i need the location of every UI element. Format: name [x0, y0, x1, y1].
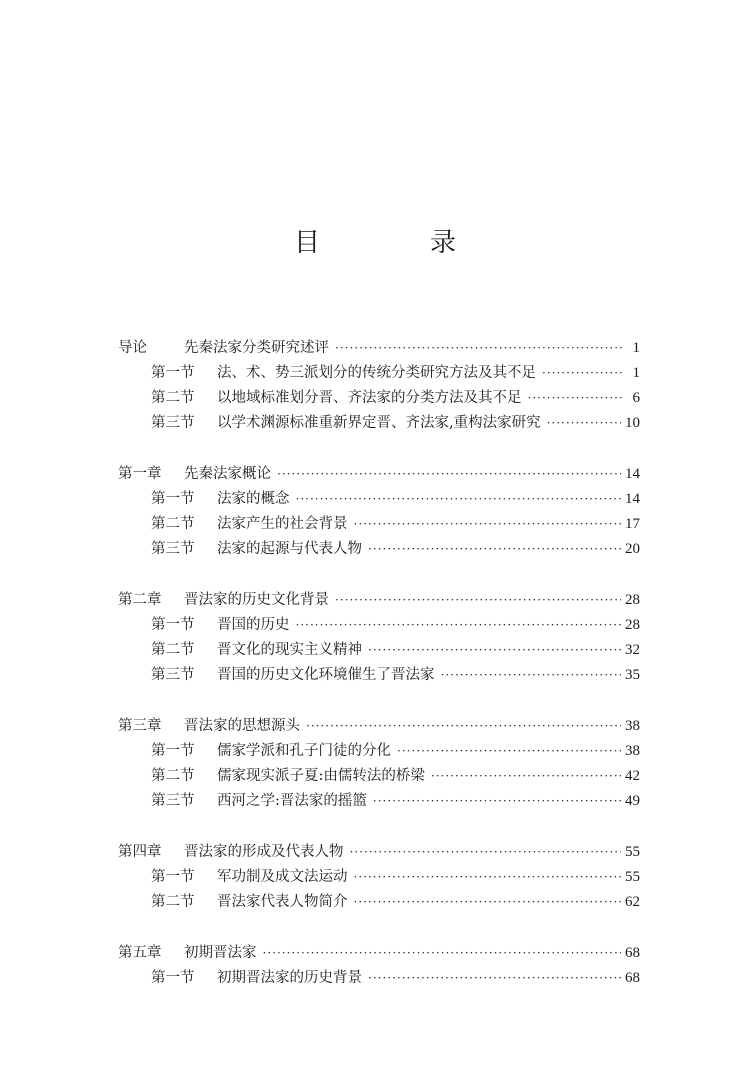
toc-section-entry[interactable] — [118, 487, 640, 512]
toc-chapter-entry[interactable] — [118, 588, 640, 613]
page-number: 55 — [625, 844, 640, 860]
section-title: 法家的概念 — [217, 491, 290, 507]
section-title: 晋国的历史 — [217, 617, 290, 633]
page-number: 38 — [625, 718, 640, 734]
chapter-title: 晋法家的历史文化背景 — [184, 592, 329, 608]
section-number: 第一节 — [151, 970, 195, 986]
page-number: 68 — [625, 970, 640, 986]
section-title: 初期晋法家的历史背景 — [217, 970, 362, 986]
dot-leader — [263, 941, 622, 966]
page-number: 28 — [625, 592, 640, 608]
toc-section-entry[interactable] — [118, 890, 640, 915]
toc-section-entry[interactable] — [118, 411, 640, 436]
dot-leader — [306, 714, 621, 739]
toc-section-entry[interactable] — [118, 739, 640, 764]
dot-leader — [441, 663, 622, 688]
section-title: 法家产生的社会背景 — [217, 516, 348, 532]
section-title: 军功制及成文法运动 — [217, 869, 348, 885]
dot-leader — [335, 336, 622, 361]
chapter-title: 先秦法家概论 — [184, 466, 271, 482]
toc-chapter-group — [118, 941, 640, 991]
toc-section-entry[interactable] — [118, 966, 640, 991]
section-number: 第二节 — [151, 894, 195, 910]
toc-chapter-group — [118, 462, 640, 562]
toc-section-entry[interactable] — [118, 789, 640, 814]
chapter-number: 导论 — [118, 340, 147, 356]
dot-leader — [547, 411, 621, 436]
toc-chapter-group — [118, 588, 640, 688]
page-number: 20 — [625, 541, 640, 557]
page-number: 28 — [625, 617, 640, 633]
section-number: 第三节 — [151, 793, 195, 809]
dot-leader — [296, 613, 622, 638]
section-title: 西河之学:晋法家的摇篮 — [217, 793, 367, 809]
section-number: 第二节 — [151, 390, 195, 406]
page-number: 35 — [625, 667, 640, 683]
page-number: 10 — [625, 415, 640, 431]
dot-leader — [368, 966, 621, 991]
toc-chapter-entry[interactable] — [118, 714, 640, 739]
page-number: 49 — [625, 793, 640, 809]
section-title: 晋国的历史文化环境催生了晋法家 — [217, 667, 435, 683]
toc-chapter-entry[interactable] — [118, 336, 640, 361]
toc-chapter-group — [118, 336, 640, 436]
page-number: 55 — [625, 869, 640, 885]
dot-leader — [368, 638, 621, 663]
chapter-number: 第五章 — [118, 945, 162, 961]
page-number: 17 — [625, 516, 640, 532]
chapter-title: 晋法家的思想源头 — [184, 718, 300, 734]
chapter-number: 第四章 — [118, 844, 162, 860]
page-number: 1 — [632, 365, 640, 381]
dot-leader — [528, 386, 623, 411]
dot-leader — [542, 361, 622, 386]
section-number: 第一节 — [151, 365, 195, 381]
section-title: 以地域标准划分晋、齐法家的分类方法及其不足 — [217, 390, 522, 406]
dot-leader — [354, 865, 622, 890]
toc-section-entry[interactable] — [118, 512, 640, 537]
section-number: 第一节 — [151, 743, 195, 759]
chapter-number: 第二章 — [118, 592, 162, 608]
section-number: 第一节 — [151, 869, 195, 885]
section-title: 儒家学派和孔子门徒的分化 — [217, 743, 391, 759]
toc-chapter-entry[interactable] — [118, 840, 640, 865]
toc-section-entry[interactable] — [118, 764, 640, 789]
page-number: 1 — [632, 340, 640, 356]
section-number: 第二节 — [151, 642, 195, 658]
section-title: 晋法家代表人物简介 — [217, 894, 348, 910]
section-number: 第一节 — [151, 491, 195, 507]
dot-leader — [354, 512, 622, 537]
chapter-title: 晋法家的形成及代表人物 — [184, 844, 344, 860]
page-number: 14 — [625, 491, 640, 507]
section-number: 第二节 — [151, 516, 195, 532]
section-number: 第三节 — [151, 415, 195, 431]
toc-section-entry[interactable] — [118, 361, 640, 386]
toc-section-entry[interactable] — [118, 386, 640, 411]
dot-leader — [431, 764, 621, 789]
chapter-number: 第三章 — [118, 718, 162, 734]
page-title: 目 录 — [293, 228, 498, 258]
dot-leader — [277, 462, 621, 487]
page-number: 68 — [625, 945, 640, 961]
toc-chapter-group — [118, 714, 640, 814]
page-number: 42 — [625, 768, 640, 784]
section-title: 法家的起源与代表人物 — [217, 541, 362, 557]
section-number: 第一节 — [151, 617, 195, 633]
section-number: 第三节 — [151, 541, 195, 557]
page-number: 14 — [625, 466, 640, 482]
section-title: 儒家现实派子夏:由儒转法的桥梁 — [217, 768, 425, 784]
section-title: 法、术、势三派划分的传统分类研究方法及其不足 — [217, 365, 536, 381]
dot-leader — [373, 789, 621, 814]
page-number: 62 — [625, 894, 640, 910]
table-of-contents — [118, 336, 640, 1017]
section-title: 以学术渊源标准重新界定晋、齐法家,重构法家研究 — [217, 415, 541, 431]
toc-section-entry[interactable] — [118, 663, 640, 688]
dot-leader — [350, 840, 622, 865]
page-number: 32 — [625, 642, 640, 658]
toc-chapter-group — [118, 840, 640, 915]
dot-leader — [335, 588, 621, 613]
section-title: 晋文化的现实主义精神 — [217, 642, 362, 658]
toc-section-entry[interactable] — [118, 865, 640, 890]
toc-section-entry[interactable] — [118, 638, 640, 663]
section-number: 第二节 — [151, 768, 195, 784]
page-number: 6 — [632, 390, 640, 406]
dot-leader — [354, 890, 622, 915]
chapter-title: 先秦法家分类研究述评 — [184, 340, 329, 356]
dot-leader — [296, 487, 622, 512]
dot-leader — [368, 537, 621, 562]
page-number: 38 — [625, 743, 640, 759]
toc-chapter-entry[interactable] — [118, 462, 640, 487]
toc-section-entry[interactable] — [118, 613, 640, 638]
chapter-number: 第一章 — [118, 466, 162, 482]
chapter-title: 初期晋法家 — [184, 945, 257, 961]
section-number: 第三节 — [151, 667, 195, 683]
toc-section-entry[interactable] — [118, 537, 640, 562]
dot-leader — [397, 739, 621, 764]
toc-chapter-entry[interactable] — [118, 941, 640, 966]
